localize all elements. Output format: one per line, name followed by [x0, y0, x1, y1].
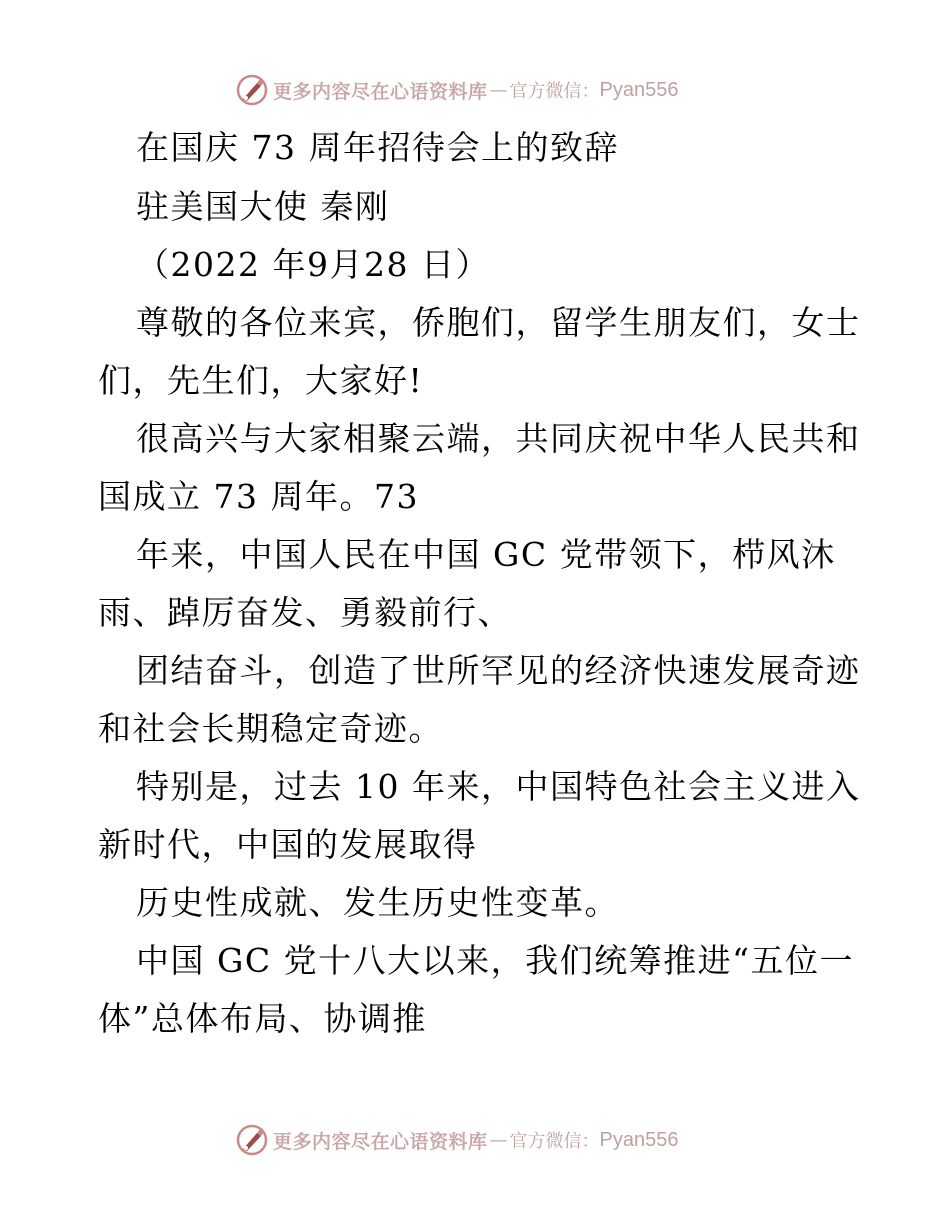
document-date: （2022 年9月28 日） [136, 245, 490, 284]
pen-circle-icon [235, 1123, 269, 1157]
document-author: 驻美国大使 秦刚 [136, 187, 390, 226]
pen-circle-icon [235, 73, 269, 107]
header-watermark [235, 72, 795, 108]
paragraph-line: 很高兴与大家相聚云端，共同庆祝中华人民共和 [136, 419, 861, 458]
paragraph-line: 特别是，过去 10 年来，中国特色社会主义进入 [136, 767, 861, 806]
paragraph-line: 和社会长期稳定奇迹。 [98, 709, 443, 748]
watermark-wechat-id: Pyan556 [599, 1128, 679, 1151]
paragraph-line: 年来，中国人民在中国 GC 党带领下，栉风沐 [136, 535, 836, 574]
paragraph-line: 中国 GC 党十八大以来，我们统筹推进“五位一 [136, 941, 854, 980]
footer-watermark [235, 1122, 795, 1158]
watermark-separator: — [489, 1129, 508, 1151]
paragraph-line: 雨、踔厉奋发、勇毅前行、 [98, 593, 512, 632]
paragraph-line: 体”总体布局、协调推 [98, 999, 427, 1038]
watermark-wechat-label: 官方微信： [509, 1131, 600, 1152]
document-title: 在国庆 73 周年招待会上的致辞 [136, 128, 619, 167]
paragraph-line: 们，先生们，大家好! [98, 361, 424, 400]
paragraph-line: 历史性成就、发生历史性变革。 [136, 883, 619, 922]
watermark-brand: 更多内容尽在心语资料库 [273, 1130, 488, 1153]
paragraph-line: 尊敬的各位来宾，侨胞们，留学生朋友们，女士 [136, 303, 861, 342]
paragraph-line: 国成立 73 周年。73 [98, 477, 419, 516]
watermark-wechat-id: Pyan556 [599, 78, 679, 101]
watermark-brand: 更多内容尽在心语资料库 [273, 80, 488, 103]
watermark-wechat-label: 官方微信： [509, 81, 600, 102]
watermark-separator: — [489, 79, 508, 101]
paragraph-line: 团结奋斗，创造了世所罕见的经济快速发展奇迹 [136, 651, 861, 690]
paragraph-line: 新时代，中国的发展取得 [98, 825, 478, 864]
